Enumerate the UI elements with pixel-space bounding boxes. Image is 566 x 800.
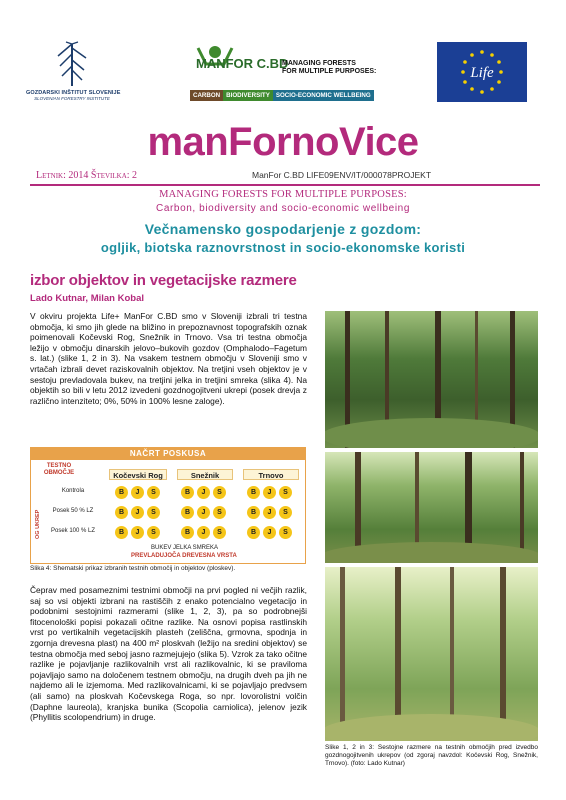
diagram-location-kocevski-rog: Kočevski Rog (109, 469, 167, 480)
manfor-tagline (282, 60, 376, 76)
diagram-cell-group (247, 526, 292, 539)
diagram-cell-group (115, 526, 160, 539)
diagram-row-kontrola: Kontrola (61, 488, 85, 494)
gozd-logo-line1: GOZDARSKI INŠTITUT SLOVENIJE (26, 90, 121, 96)
species-dot-s: S (213, 486, 226, 499)
diagram-location-sneznik: Snežnik (177, 469, 233, 480)
newsletter-title: manFornoVice (147, 120, 419, 164)
species-dot-b: B (115, 526, 128, 539)
species-dot-j: J (197, 486, 210, 499)
forest-photo-kocevski-rog (325, 311, 538, 448)
species-dot-b: B (115, 506, 128, 519)
article-paragraph-2: Čeprav med posameznimi testnimi območji na prvi pogled ni večjih razlik, saj so vsi objekti izbrani na rastiščih z enako potencialno vegetacijo in podobnimi sestojnimi razmerami (slike 1, 2, 3), pa so podrobnejši fitocenološki popisi pokazali očitne razlike. Na osnovi popisa rastlinskih vrst po vertikalnih vegetacijskih plasteh (zeliščna, grmovna, spodnja in zgornja drevesna plast) na 400 m² ploskvah (ležijo na sredini objektov) se testna območja med seboj jasno razmejujejo (slika 5). Vzrok za tako očitne razlike je pojavljanje razlikovalnih vrst ali razlikovalnic, ki se praviloma pojavljajo samo na določenem testnem območju, na drugih dveh pa jih ne najdemo ali le izjemoma. Med razlikovalnicami, ki se pojavljajo predvsem (ali samo) na ploskvah Kočevskega Roga, so npr. lovorolistni volčin (Daphne laureola), kranjska bunika (Scopolia carniolica), jelenov jezik (Phyllitis scolopendrium) in druge. (30, 585, 307, 723)
subtitle-en-2: Carbon, biodiversity and socio-economic wellbeing (156, 203, 410, 214)
project-reference: ManFor C.BD LIFE09ENV/IT/000078PROJEKT (252, 170, 432, 180)
species-dot-j: J (263, 486, 276, 499)
figure-1-3-caption: Slike 1, 2 in 3: Sestojne razmere na testnih območjih pred izvedbo gozdnogojitvenih ukrepov (od zgoraj navzdol: Kočevski Rog, Snežnik, Trnovo). (foto: Lado Kutnar) (325, 744, 538, 767)
diagram-cell-group (115, 486, 160, 499)
species-dot-j: J (131, 486, 144, 499)
diagram-cell-group (247, 486, 292, 499)
forest-photo-sneznik (325, 452, 538, 563)
subtitle-en-1: MANAGING FORESTS FOR MULTIPLE PURPOSES: (159, 189, 407, 200)
eu-stars-icon (437, 42, 527, 102)
manfor-name: MANFOR C.BD (196, 56, 289, 71)
species-dot-b: B (181, 486, 194, 499)
manfor-tagline-1: MANAGING FORESTS (282, 60, 356, 67)
species-dot-s: S (213, 526, 226, 539)
gozdarski-institut-logo (26, 38, 121, 110)
issue-line (30, 170, 540, 184)
diagram-location-trnovo: Trnovo (243, 469, 299, 480)
article-paragraph-1: V okviru projekta Life+ ManFor C.BD smo v Sloveniji izbrali tri testna območja, ki smo jih glede na bližino in prepoznavnost topografskih oznak poimenovali Kočevski Rog, Snežnik in Trnovo. Vsa tri testna območja ležijo v območju dinarskih jelovo–bukovih gozdov (Omphalodo–Fagetum s. lat.) (slike 1, 2 in 3). Na vsakem testnem območju v Sloveniji smo v vrtačah izbrali devet raziskovalnih objektov. Na tretjini vseh objektov je v sestoju prevladovala bukev, na tretjini jelka in tretjini smreka (slika 4). Na objektih so bili v letu 2012 izvedeni gozdnogojitveni ukrepi (posek drevja z različno intenziteto; 0%, 50% in 100% lesne zaloge). (30, 311, 307, 406)
species-dot-b: B (115, 486, 128, 499)
species-dot-j: J (197, 506, 210, 519)
divider (30, 184, 540, 186)
article-authors: Lado Kutnar, Milan Kobal (30, 293, 145, 304)
manfor-tagline-2: FOR MULTIPLE PURPOSES: (282, 68, 377, 75)
species-dot-b: B (181, 506, 194, 519)
diagram-title: NAČRT POSKUSA (31, 448, 305, 460)
species-dot-s: S (147, 506, 160, 519)
diagram-cell-group (247, 506, 292, 519)
experiment-design-diagram (30, 447, 306, 564)
subtitle-sl-2: ogljik, biotska raznovrstnost in socio-ekonomske koristi (100, 240, 466, 255)
species-dot-s: S (279, 486, 292, 499)
species-dot-s: S (147, 526, 160, 539)
diagram-cell-group (181, 526, 226, 539)
manfor-logo (190, 42, 375, 104)
species-dot-j: J (263, 526, 276, 539)
species-dot-j: J (197, 526, 210, 539)
diagram-row-posek-100: Posek 100 % LZ (50, 528, 96, 534)
life-eu-logo (437, 42, 527, 102)
forest-photo-trnovo (325, 567, 538, 741)
manfor-bar-carbon: CARBON (190, 90, 223, 101)
tree-logo-icon (52, 38, 92, 90)
article-title: izbor objektov in vegetacijske razmere (30, 272, 297, 289)
figure-4-caption: Slika 4: Shematski prikaz izbranih testnih območij in objektov (ploskev). (30, 565, 236, 572)
diagram-cell-group (115, 506, 160, 519)
gozd-logo-line2: SLOVENIAN FORESTRY INSTITUTE (34, 96, 110, 101)
species-dot-b: B (247, 486, 260, 499)
species-dot-s: S (213, 506, 226, 519)
diagram-cell-group (181, 506, 226, 519)
species-dot-b: B (247, 526, 260, 539)
species-dot-j: J (263, 506, 276, 519)
species-dot-j: J (131, 506, 144, 519)
species-dot-s: S (279, 506, 292, 519)
diagram-species-axis: PREVLADUJOČA DREVESNA VRSTA (131, 553, 237, 559)
species-dot-s: S (147, 486, 160, 499)
subtitle-sl-1: Večnamensko gospodarjenje z gozdom: (144, 221, 422, 237)
volume-number: Letnik: 2014 Številka: 2 (36, 170, 138, 181)
species-dot-b: B (181, 526, 194, 539)
species-dot-j: J (131, 526, 144, 539)
diagram-testno-label: TESTNO OBMOČJE (43, 463, 75, 476)
diagram-cell-group (181, 486, 226, 499)
diagram-species-legend: BUKEV JELKA SMREKA (151, 545, 219, 551)
diagram-treatment-axis: OG UKREP (35, 509, 41, 539)
manfor-bar (190, 90, 375, 101)
species-dot-s: S (279, 526, 292, 539)
manfor-bar-biodiversity: BIODIVERSITY (223, 90, 273, 101)
species-dot-b: B (247, 506, 260, 519)
manfor-bar-wellbeing: SOCIO-ECONOMIC WELLBEING (273, 90, 374, 101)
life-text: Life (470, 65, 494, 81)
diagram-row-posek-50: Posek 50 % LZ (52, 508, 94, 514)
